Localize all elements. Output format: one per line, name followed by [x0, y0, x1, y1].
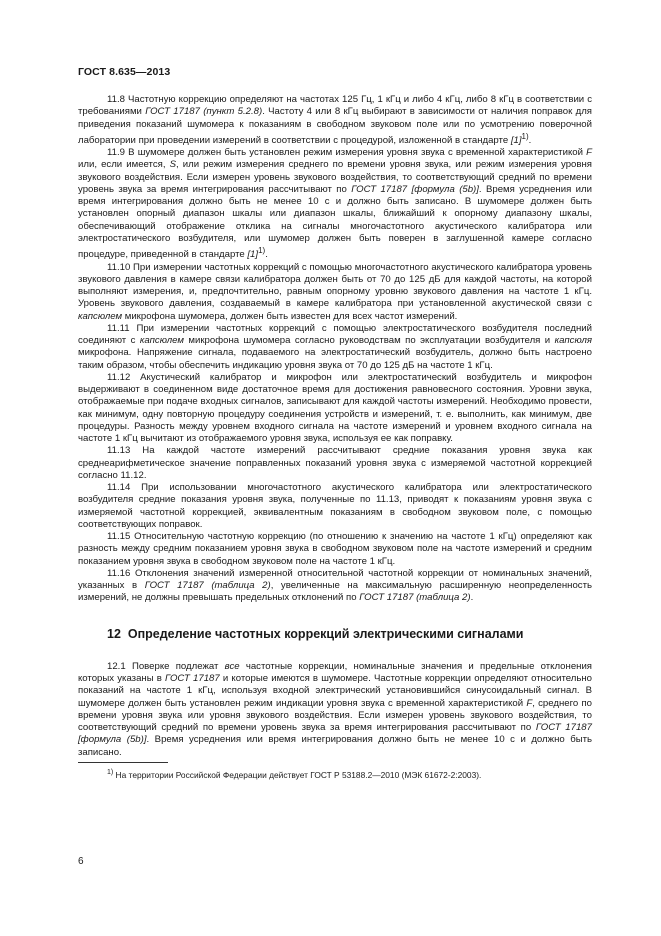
clause-number: 11.11 [107, 322, 137, 334]
clause-number: 11.12 [107, 371, 141, 383]
clause-text: Поверке подлежат все частотные коррекции, номинальные значения и предельные отклонения которых указаны в ГОСТ 17187 и которые имеются в шумомере. Частотные коррекции определяют относительно показаний на частоте 1 кГц, используя входной электрический установившийся синусоидальный сигнал. В шумомере должен быть установлен режим индикации уровня звука с временной характеристикой F, среднего по времени уровня звука или уровня звукового воздействия. Если измерен уровень звукового воздействия, то соответствующий средний по времени уровень звука за время интегрирования рассчитывают по ГОСТ 17187 [формула (5b)]. Время усреднения или время интегрирования должно быть не менее 10 с и должно быть записано. [78, 660, 593, 758]
page-number: 6 [78, 856, 84, 867]
clause-number: 11.9 [107, 147, 129, 159]
clause-text: На каждой частоте измерений рассчитывают средние показания уровня звука как среднеарифметическое значение поправленных показаний уровня звука с измеряемой частотной коррекцией согласно 11.12. [78, 445, 592, 481]
clause-number: 11.16 [107, 567, 135, 579]
clause-number: 11.10 [107, 261, 134, 273]
section-clause-list [78, 661, 592, 759]
clause-text: Относительную частотную коррекцию (по отношению к значению на частоте 1 кГц) определяют как разность между средним показанием уровня звука в свободном звуковом поле на частоте измерений и средним показанием уровня звука в свободном звуковом поле на частоте 1 кГц. [78, 531, 593, 567]
clause-number: 12.1 [107, 660, 132, 672]
clause-paragraph [78, 482, 592, 531]
clause-text: При использовании многочастотного акустического калибратора или электростатического возбудителя средние показания уровня звука, полученные по 11.13, приводят к показаниям уровня звука с измеряемой частотной коррекцией, эквивалентным показаниям в свободном звуковом поле, с помощью соответствующих поправок. [78, 482, 592, 530]
clause-paragraph [78, 531, 592, 568]
footnote-divider [78, 762, 168, 763]
clause-number: 11.14 [107, 482, 142, 494]
clause-paragraph [78, 323, 592, 372]
clause-number: 11.15 [107, 531, 135, 543]
clause-list [78, 94, 592, 605]
clause-number: 11.8 [107, 94, 128, 105]
clause-paragraph [78, 262, 592, 323]
clause-paragraph [78, 147, 592, 261]
section-title: Определение частотных коррекций электрическими сигналами [127, 626, 524, 641]
clause-number: 11.13 [107, 445, 143, 457]
clause-paragraph [78, 445, 592, 482]
clause-paragraph [78, 372, 592, 446]
section-number: 12 [107, 626, 121, 641]
clause-text: Акустический калибратор и микрофон или электростатический возбудитель и микрофон выдерживают в соединенном виде достаточное время для достижения равновесного состояния. Уровни звука, отображаемые при подаче входных сигналов, записывают для каждой частоты измерений. Необходимо провести, как минимум, одну повторную процедуру соединения устройств и измерений, т. е. выполнить, как минимум, две процедуры. Разность между уровнем входного сигнала на частоте измерений и уровнем входного сигнала на частоте 1 кГц вычитают из отображаемого уровня звука, используя ее как поправку. [78, 371, 593, 445]
clause-text: При измерении частотных коррекций с помощью электростатического возбудителя последний соединяют с капсюлем микрофона шумомера согласно руководствам по эксплуатации возбудителя и капсюля микрофона. Напряжение сигнала, подаваемого на электростатический возбудитель, должно быть настроено таким образом, чтобы обеспечить индикацию уровня звука от 70 до 125 дБ на частоте 1 кГц. [78, 322, 593, 371]
clause-text: При измерении частотных коррекций с помощью многочастотного акустического калибратора уровень звукового давления в камере связи калибратора должен быть от 70 до 125 дБ для каждой частоты, на которой выполняют измерения, и, предпочтительно, равным опорному уровню звукового давления на частоте 1 кГц. Уровень звукового давления, создаваемый в камере калибратора при установленной акустической связи с капсюлем микрофона шумомера, должен быть известен для всех частот измерений. [78, 261, 592, 322]
clause-text: Отклонения значений измеренной относительной частотной коррекции от номинальных значений, указанных в ГОСТ 17187 (таблица 2), увеличенные на максимальную расширенную неопределенность измерений, не должны превышать предельных отклонений по ГОСТ 17187 (таблица 2). [78, 567, 592, 604]
clause-text: Частотную коррекцию определяют на частотах 125 Гц, 1 кГц и либо 4 кГц, либо 8 кГц в соответствии с требованиями ГОСТ 17187 (пункт 5.2.8). Частоту 4 или 8 кГц выбирают в зависимости от наличия поправок для приведения показаний шумомера к показаниям в свободном звуковом поле или по усмотрению поверочной лаборатории при проведении измерений в соответствии с процедурой, изложенной в стандарте $[1]^{1)}$. [78, 94, 592, 146]
document-body [78, 94, 592, 781]
footnote: $^{1)}$ На территории Российской Федерации действует ГОСТ Р 53188.2—2010 (МЭК 61672-2:2003). [107, 768, 482, 780]
clause-paragraph [78, 661, 592, 759]
document-header: ГОСТ 8.635—2013 [78, 66, 171, 78]
section-heading [78, 628, 592, 640]
clause-paragraph [78, 94, 592, 147]
clause-text: В шумомере должен быть установлен режим измерения уровня звука с временной характеристикой F или, если имеется, S, или режим измерения среднего по времени уровня звука, или режим измерения уровня звукового воздействия. Если измерен уровень звукового воздействия, то соответствующий средний по времени уровень звука за время интегрирования рассчитывают по ГОСТ 17187 [формула (5b)]. Время усреднения или время интегрирования должно быть не менее 10 с и должно быть записано. В шумомере должен быть установлен опорный диапазон шкалы или диапазон шкалы, ближайший к опорному диапазону шкалы, обеспечивающий отображение отклика на сигналы многочастотного акустического калибратора или электростатического возбудителя, или шумомер должен быть поверен в заглушенной камере согласно процедуре, приведенной в стандарте $[1]^{1)}$. [78, 147, 592, 261]
clause-paragraph [78, 568, 592, 605]
